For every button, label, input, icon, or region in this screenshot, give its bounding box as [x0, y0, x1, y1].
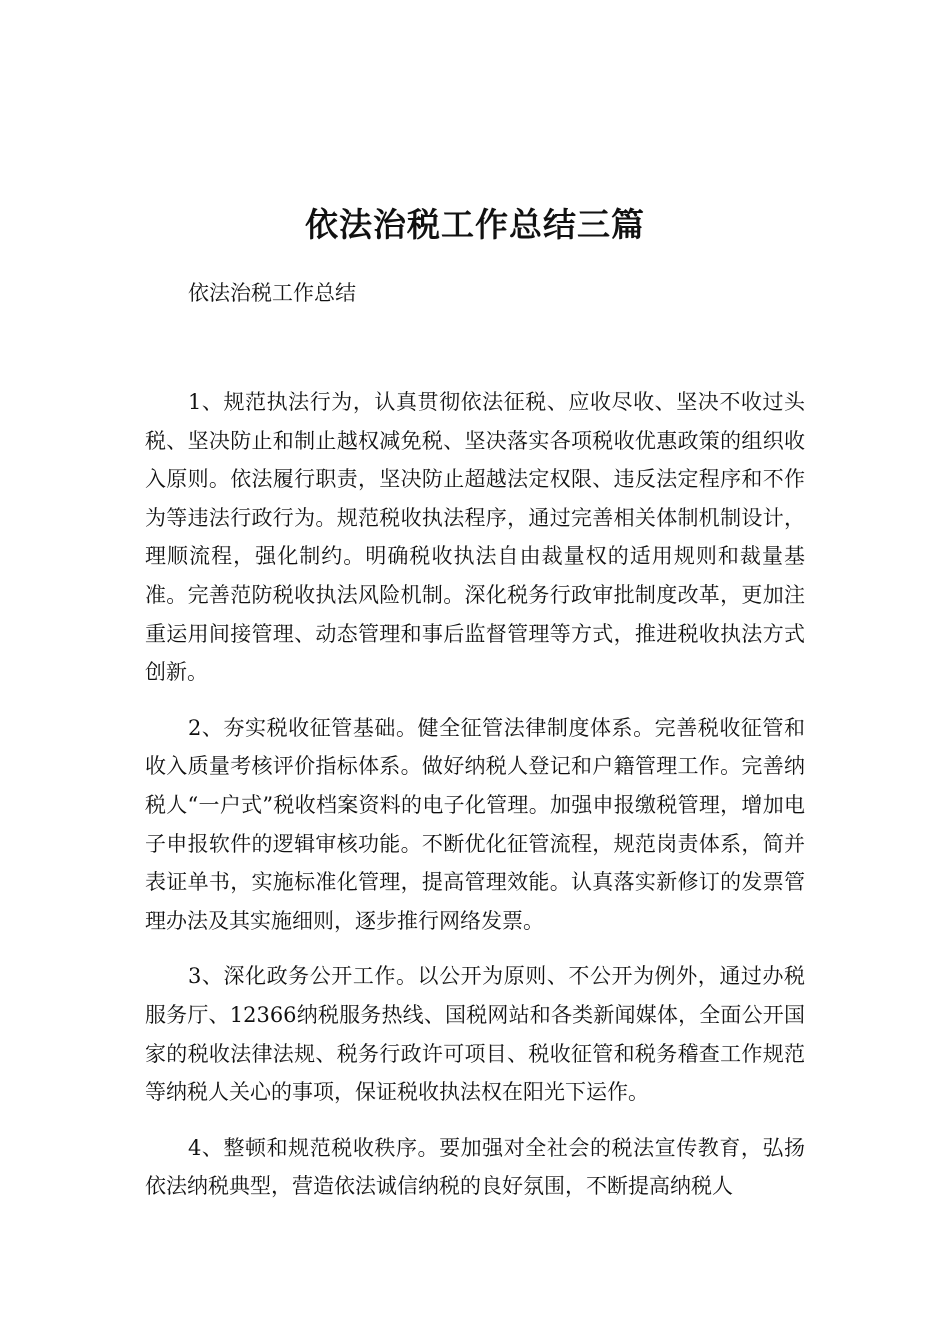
paragraph-1: 1、规范执法行为，认真贯彻依法征税、应收尽收、坚决不收过头税、坚决防止和制止越权减免税、坚决落实各项税收优惠政策的组织收入原则。依法履行职责，坚决防止超越法定权限、违反法定程序和不作为等违法行政行为。规范税收执法程序，通过完善相关体制机制设计，理顺流程，强化制约。明确税收执法自由裁量权的适用规则和裁量基准。完善范防税收执法风险机制。深化税务行政审批制度改革，更加注重运用间接管理、动态管理和事后监督管理等方式，推进税收执法方式创新。 — [145, 390, 805, 685]
document-subtitle: 依法治税工作总结 — [188, 281, 356, 305]
paragraph-2: 2、夯实税收征管基础。健全征管法律制度体系。完善税收征管和收入质量考核评价指标体系。做好纳税人登记和户籍管理工作。完善纳税人“一户式”税收档案资料的电子化管理。加强申报缴税管理，增加电子申报软件的逻辑审核功能。不断优化征管流程，规范岗责体系，简并表证单书，实施标准化管理，提高管理效能。认真落实新修订的发票管理办法及其实施细则，逐步推行网络发票。 — [145, 715, 805, 933]
document-title: 依法治税工作总结三篇 — [305, 205, 645, 244]
document-body — [145, 383, 805, 1223]
paragraph-4: 4、整顿和规范税收秩序。要加强对全社会的税法宣传教育，弘扬依法纳税典型，营造依法诚信纳税的良好氛围，不断提高纳税人 — [145, 1135, 805, 1199]
paragraph-3: 3、深化政务公开工作。以公开为原则、不公开为例外，通过办税服务厅、12366纳税服务热线、国税网站和各类新闻媒体，全面公开国家的税收法律法规、税务行政许可项目、税收征管和税务稽查工作规范等纳税人关心的事项，保证税收执法权在阳光下运作。 — [145, 964, 805, 1105]
